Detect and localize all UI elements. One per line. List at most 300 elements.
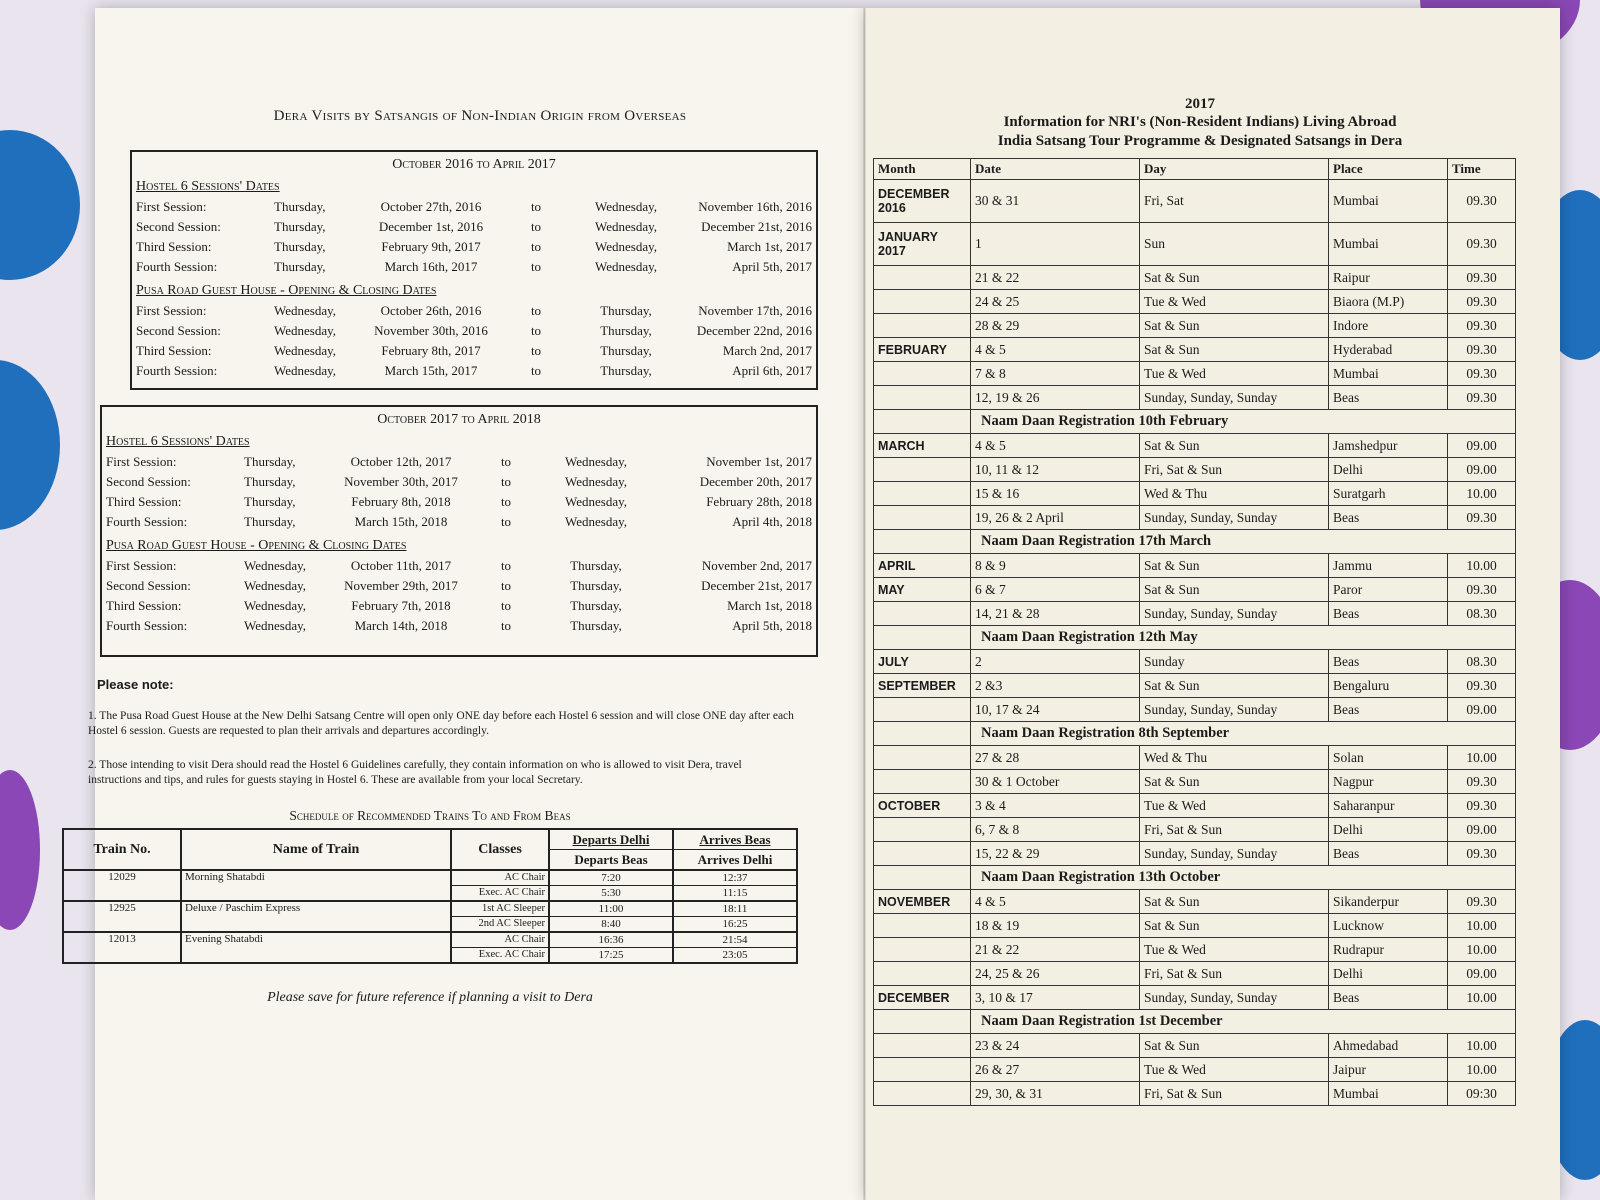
session-label: Fourth Session:	[136, 259, 218, 274]
table-row	[874, 914, 1516, 938]
date-cell: 12, 19 & 26	[971, 386, 1140, 410]
col-train-no: Train No.	[63, 829, 181, 870]
month-cell: DECEMBER	[874, 986, 971, 1010]
table-row	[874, 842, 1516, 866]
place-cell: Jamshedpur	[1329, 434, 1448, 458]
session-row	[102, 616, 816, 636]
time-cell: 09.00	[1448, 698, 1516, 722]
month-cell	[874, 602, 971, 626]
arrives-delhi-label: Arrives Delhi	[697, 852, 773, 867]
month-cell	[874, 362, 971, 386]
end-date: December 21st, 2016	[701, 219, 812, 234]
date-cell: 26 & 27	[971, 1058, 1140, 1082]
section	[102, 434, 816, 532]
train-number: 12029	[63, 870, 181, 901]
table-row	[874, 698, 1516, 722]
day-cell: Sat & Sun	[1140, 554, 1329, 578]
section-title: Pusa Road Guest House - Opening & Closing Dates	[136, 283, 437, 298]
start-weekday: Thursday,	[244, 514, 296, 529]
date-cell: 15 & 16	[971, 482, 1140, 506]
time-cell: 10.00	[1448, 914, 1516, 938]
place-cell: Ahmedabad	[1329, 1034, 1448, 1058]
table-row	[874, 290, 1516, 314]
month-cell	[874, 314, 971, 338]
day-cell: Wed & Thu	[1140, 746, 1329, 770]
day-cell: Sat & Sun	[1140, 314, 1329, 338]
table-row	[874, 1034, 1516, 1058]
place-cell: Mumbai	[1329, 362, 1448, 386]
month-cell	[874, 722, 971, 746]
end-date: April 4th, 2018	[732, 514, 812, 529]
to-word: to	[500, 454, 512, 469]
train-class: Exec. AC Chair	[478, 887, 545, 898]
start-date: October 12th, 2017	[350, 454, 452, 469]
start-weekday: Wednesday,	[244, 618, 307, 633]
train-classs	[451, 932, 549, 963]
session-row	[132, 257, 816, 277]
day-cell: Tue & Wed	[1140, 1058, 1329, 1082]
end-date: November 16th, 2016	[698, 199, 812, 214]
time-cell: 09.00	[1448, 434, 1516, 458]
schedule-rows	[874, 180, 1516, 1106]
col-place: Place	[1329, 159, 1448, 180]
section-title: Hostel 6 Sessions' Dates	[136, 179, 280, 194]
session-row	[132, 361, 816, 381]
time-cell: 10.00	[1448, 482, 1516, 506]
date-cell: 2 &3	[971, 674, 1140, 698]
time-cell: 10.00	[1448, 554, 1516, 578]
day-cell: Sat & Sun	[1140, 890, 1329, 914]
month-cell: FEBRUARY	[874, 338, 971, 362]
session-rows	[132, 197, 816, 277]
start-weekday: Wednesday,	[274, 343, 337, 358]
time-cell: 09.30	[1448, 223, 1516, 266]
start-weekday: Thursday,	[244, 454, 296, 469]
page-fold	[863, 8, 866, 1200]
train-classs	[451, 870, 549, 901]
month-cell	[874, 962, 971, 986]
end-date: December 20th, 2017	[699, 474, 812, 489]
date-cell: 3 & 4	[971, 794, 1140, 818]
to-word: to	[530, 259, 542, 274]
arrival-times	[673, 901, 797, 932]
table-row	[874, 746, 1516, 770]
to-word: to	[500, 494, 512, 509]
col-classes: Classes	[451, 829, 549, 870]
departure-times	[549, 901, 673, 932]
month-cell: JANUARY 2017	[874, 223, 971, 266]
registration-date: Naam Daan Registration 13th October	[971, 866, 1516, 890]
registration-date: Naam Daan Registration 12th May	[971, 626, 1516, 650]
table-row	[874, 1058, 1516, 1082]
month-cell: MARCH	[874, 434, 971, 458]
end-weekday: Thursday,	[570, 558, 622, 573]
month-cell	[874, 506, 971, 530]
place-cell: Beas	[1329, 650, 1448, 674]
train-class: Exec. AC Chair	[478, 949, 545, 960]
place-cell: Hyderabad	[1329, 338, 1448, 362]
table-row	[874, 482, 1516, 506]
day-cell: Sunday, Sunday, Sunday	[1140, 506, 1329, 530]
tour-heading: India Satsang Tour Programme & Designated Satsangs in Dera	[997, 133, 1403, 149]
arrival-time: 16:25	[722, 918, 748, 930]
start-weekday: Wednesday,	[274, 363, 337, 378]
end-weekday: Wednesday,	[564, 494, 627, 509]
arrival-time: 21:54	[674, 933, 796, 948]
col-time: Time	[1448, 159, 1516, 180]
table-row	[874, 986, 1516, 1010]
arrival-time: 18:11	[674, 902, 796, 917]
to-word: to	[500, 578, 512, 593]
table-row	[874, 962, 1516, 986]
start-weekday: Wednesday,	[274, 323, 337, 338]
date-cell: 1	[971, 223, 1140, 266]
table-row	[874, 386, 1516, 410]
day-cell: Fri, Sat & Sun	[1140, 458, 1329, 482]
train-class: AC Chair	[452, 933, 548, 948]
to-word: to	[500, 558, 512, 573]
end-weekday: Wednesday,	[594, 259, 657, 274]
session-row	[132, 237, 816, 257]
start-date: November 30th, 2016	[374, 323, 488, 338]
date-cell: 28 & 29	[971, 314, 1140, 338]
month-cell	[874, 482, 971, 506]
start-date: February 8th, 2017	[381, 343, 481, 358]
registration-date: Naam Daan Registration 8th September	[971, 722, 1516, 746]
date-cell: 6, 7 & 8	[971, 818, 1140, 842]
train-schedule-table	[62, 828, 798, 964]
date-cell: 24, 25 & 26	[971, 962, 1140, 986]
block-period: October 2017 to April 2018	[377, 412, 541, 427]
train-class: 1st AC Sleeper	[452, 902, 548, 917]
place-cell: Beas	[1329, 386, 1448, 410]
month-cell	[874, 842, 971, 866]
table-row	[874, 458, 1516, 482]
month-cell	[874, 386, 971, 410]
month-cell	[874, 866, 971, 890]
end-date: April 6th, 2017	[732, 363, 812, 378]
table-row	[874, 794, 1516, 818]
place-cell: Beas	[1329, 602, 1448, 626]
day-cell: Tue & Wed	[1140, 362, 1329, 386]
table-row	[874, 434, 1516, 458]
departs-delhi-label: Departs Delhi	[550, 830, 672, 850]
session-row	[132, 197, 816, 217]
day-cell: Sunday, Sunday, Sunday	[1140, 386, 1329, 410]
to-word: to	[530, 323, 542, 338]
table-row	[874, 314, 1516, 338]
time-cell: 09.30	[1448, 362, 1516, 386]
registration-row	[874, 530, 1516, 554]
time-cell: 09.30	[1448, 386, 1516, 410]
train-classs	[451, 901, 549, 932]
start-date: March 15th, 2018	[354, 514, 448, 529]
place-cell: Mumbai	[1329, 1082, 1448, 1106]
registration-date: Naam Daan Registration 1st December	[971, 1010, 1516, 1034]
session-label: First Session:	[136, 303, 207, 318]
section-title: Hostel 6 Sessions' Dates	[106, 434, 250, 449]
time-cell: 09.30	[1448, 770, 1516, 794]
date-cell: 21 & 22	[971, 266, 1140, 290]
day-cell: Sat & Sun	[1140, 338, 1329, 362]
place-cell: Beas	[1329, 842, 1448, 866]
session-label: Second Session:	[136, 219, 221, 234]
end-date: March 1st, 2017	[727, 239, 812, 254]
month-cell	[874, 290, 971, 314]
day-cell: Tue & Wed	[1140, 794, 1329, 818]
day-cell: Tue & Wed	[1140, 938, 1329, 962]
date-cell: 18 & 19	[971, 914, 1140, 938]
month-cell	[874, 1082, 971, 1106]
departure-time: 17:25	[598, 949, 624, 961]
arrival-time: 11:15	[722, 887, 748, 899]
session-label: Third Session:	[136, 239, 212, 254]
start-weekday: Thursday,	[244, 494, 296, 509]
end-weekday: Thursday,	[570, 598, 622, 613]
departs-beas-label: Departs Beas	[574, 852, 648, 867]
nri-heading: Information for NRI's (Non-Resident Indians) Living Abroad	[1003, 114, 1397, 130]
session-row	[132, 321, 816, 341]
time-cell: 10.00	[1448, 1034, 1516, 1058]
month-cell	[874, 458, 971, 482]
day-cell: Fri, Sat & Sun	[1140, 818, 1329, 842]
session-label: First Session:	[106, 558, 177, 573]
date-cell: 4 & 5	[971, 338, 1140, 362]
end-weekday: Wednesday,	[594, 239, 657, 254]
month-cell	[874, 1058, 971, 1082]
block-period: October 2016 to April 2017	[392, 157, 556, 172]
month-cell	[874, 938, 971, 962]
left-title: Dera Visits by Satsangis of Non-Indian Origin from Overseas	[273, 108, 687, 124]
month-cell: MAY	[874, 578, 971, 602]
place-cell: Biaora (M.P)	[1329, 290, 1448, 314]
place-cell: Sikanderpur	[1329, 890, 1448, 914]
start-date: October 26th, 2016	[380, 303, 482, 318]
end-date: April 5th, 2018	[732, 618, 812, 633]
to-word: to	[530, 239, 542, 254]
place-cell: Lucknow	[1329, 914, 1448, 938]
month-cell	[874, 626, 971, 650]
place-cell: Delhi	[1329, 458, 1448, 482]
date-cell: 29, 30, & 31	[971, 1082, 1140, 1106]
table-row	[874, 338, 1516, 362]
day-cell: Fri, Sat & Sun	[1140, 1082, 1329, 1106]
start-date: October 11th, 2017	[350, 558, 452, 573]
end-weekday: Wednesday,	[564, 514, 627, 529]
start-weekday: Wednesday,	[244, 558, 307, 573]
train-name: Morning Shatabdi	[181, 870, 451, 901]
place-cell: Saharanpur	[1329, 794, 1448, 818]
time-cell: 09.30	[1448, 338, 1516, 362]
place-cell: Beas	[1329, 986, 1448, 1010]
time-cell: 09.30	[1448, 890, 1516, 914]
day-cell: Sat & Sun	[1140, 434, 1329, 458]
place-cell: Rudrapur	[1329, 938, 1448, 962]
departure-time: 8:40	[601, 918, 621, 930]
month-cell	[874, 410, 971, 434]
section-title: Pusa Road Guest House - Opening & Closing Dates	[106, 538, 407, 553]
date-cell: 2	[971, 650, 1140, 674]
date-cell: 4 & 5	[971, 434, 1140, 458]
time-cell: 10.00	[1448, 1058, 1516, 1082]
time-cell: 09.00	[1448, 818, 1516, 842]
to-word: to	[500, 618, 512, 633]
start-date: November 30th, 2017	[344, 474, 458, 489]
month-cell: JULY	[874, 650, 971, 674]
end-date: March 1st, 2018	[727, 598, 812, 613]
note-1: 1. The Pusa Road Guest House at the New Delhi Satsang Centre will open only ONE day before each Hostel 6 session and will close ONE day after each Hostel 6 session. Guests are requested to plan their arrivals and departures accordingly.	[88, 710, 794, 737]
year-heading: 2017	[1185, 96, 1215, 112]
start-date: November 29th, 2017	[344, 578, 458, 593]
day-cell: Sunday, Sunday, Sunday	[1140, 698, 1329, 722]
time-cell: 09.30	[1448, 314, 1516, 338]
end-weekday: Wednesday,	[594, 199, 657, 214]
session-row	[102, 472, 816, 492]
time-cell: 09.30	[1448, 578, 1516, 602]
end-weekday: Wednesday,	[594, 219, 657, 234]
registration-row	[874, 866, 1516, 890]
month-cell	[874, 266, 971, 290]
day-cell: Wed & Thu	[1140, 482, 1329, 506]
session-label: Second Session:	[136, 323, 221, 338]
col-day: Day	[1140, 159, 1329, 180]
start-date: December 1st, 2016	[378, 219, 484, 234]
day-cell: Sat & Sun	[1140, 674, 1329, 698]
table-row	[874, 818, 1516, 842]
time-cell: 09:30	[1448, 1082, 1516, 1106]
place-cell: Mumbai	[1329, 180, 1448, 223]
arrives-beas-label: Arrives Beas	[674, 830, 796, 850]
train-number: 12013	[63, 932, 181, 963]
table-row	[874, 890, 1516, 914]
date-cell: 23 & 24	[971, 1034, 1140, 1058]
date-cell: 4 & 5	[971, 890, 1140, 914]
start-weekday: Thursday,	[244, 474, 296, 489]
month-cell	[874, 530, 971, 554]
date-cell: 24 & 25	[971, 290, 1140, 314]
to-word: to	[530, 303, 542, 318]
day-cell: Sunday, Sunday, Sunday	[1140, 986, 1329, 1010]
start-weekday: Thursday,	[274, 239, 326, 254]
col-arrives	[673, 829, 797, 870]
start-weekday: Thursday,	[274, 219, 326, 234]
table-row	[874, 180, 1516, 223]
col-date: Date	[971, 159, 1140, 180]
month-cell	[874, 818, 971, 842]
table-row	[874, 650, 1516, 674]
registration-row	[874, 1010, 1516, 1034]
time-cell: 08.30	[1448, 602, 1516, 626]
session-row	[102, 556, 816, 576]
month-cell	[874, 914, 971, 938]
table-row	[874, 674, 1516, 698]
place-cell: Raipur	[1329, 266, 1448, 290]
day-cell: Fri, Sat & Sun	[1140, 962, 1329, 986]
train-name: Evening Shatabdi	[181, 932, 451, 963]
time-cell: 10.00	[1448, 746, 1516, 770]
start-date: February 8th, 2018	[351, 494, 451, 509]
start-date: March 14th, 2018	[354, 618, 448, 633]
month-cell	[874, 1010, 971, 1034]
place-cell: Suratgarh	[1329, 482, 1448, 506]
to-word: to	[500, 598, 512, 613]
save-note: Please save for future reference if planning a visit to Dera	[267, 990, 593, 1005]
table-row	[874, 506, 1516, 530]
session-row	[102, 512, 816, 532]
start-date: March 16th, 2017	[384, 259, 478, 274]
place-cell: Indore	[1329, 314, 1448, 338]
train-class: AC Chair	[452, 871, 548, 886]
end-weekday: Thursday,	[600, 363, 652, 378]
session-rows	[132, 301, 816, 381]
train-schedule-caption: Schedule of Recommended Trains To and From Beas	[289, 808, 571, 823]
month-cell: APRIL	[874, 554, 971, 578]
table-header-row	[874, 159, 1516, 180]
date-cell: 10, 11 & 12	[971, 458, 1140, 482]
end-date: November 17th, 2016	[698, 303, 812, 318]
place-cell: Delhi	[1329, 818, 1448, 842]
end-weekday: Thursday,	[570, 618, 622, 633]
session-rows	[102, 556, 816, 636]
section	[102, 538, 816, 636]
time-cell: 09.30	[1448, 266, 1516, 290]
date-cell: 19, 26 & 2 April	[971, 506, 1140, 530]
session-row	[102, 576, 816, 596]
train-row	[63, 870, 797, 901]
day-cell: Sun	[1140, 223, 1329, 266]
session-label: Third Session:	[136, 343, 212, 358]
session-label: Fourth Session:	[106, 618, 188, 633]
day-cell: Sat & Sun	[1140, 770, 1329, 794]
to-word: to	[530, 343, 542, 358]
place-cell: Beas	[1329, 506, 1448, 530]
session-block-2016	[130, 150, 818, 390]
col-departs	[549, 829, 673, 870]
day-cell: Sunday, Sunday, Sunday	[1140, 842, 1329, 866]
day-cell: Sat & Sun	[1140, 1034, 1329, 1058]
month-cell: NOVEMBER	[874, 890, 971, 914]
session-label: Second Session:	[106, 474, 191, 489]
end-weekday: Wednesday,	[564, 454, 627, 469]
end-weekday: Thursday,	[570, 578, 622, 593]
place-cell: Nagpur	[1329, 770, 1448, 794]
day-cell: Sat & Sun	[1140, 578, 1329, 602]
table-row	[874, 938, 1516, 962]
arrival-times	[673, 870, 797, 901]
table-row	[874, 554, 1516, 578]
end-weekday: Thursday,	[600, 343, 652, 358]
registration-date: Naam Daan Registration 10th February	[971, 410, 1516, 434]
to-word: to	[530, 219, 542, 234]
end-date: November 2nd, 2017	[701, 558, 812, 573]
arrival-time: 23:05	[722, 949, 748, 961]
date-cell: 27 & 28	[971, 746, 1140, 770]
month-cell	[874, 698, 971, 722]
day-cell: Sat & Sun	[1140, 914, 1329, 938]
time-cell: 09.00	[1448, 458, 1516, 482]
session-row	[132, 341, 816, 361]
time-cell: 09.30	[1448, 180, 1516, 223]
session-label: First Session:	[106, 454, 177, 469]
day-cell: Fri, Sat	[1140, 180, 1329, 223]
start-weekday: Thursday,	[274, 259, 326, 274]
start-weekday: Thursday,	[274, 199, 326, 214]
session-row	[102, 596, 816, 616]
end-weekday: Thursday,	[600, 303, 652, 318]
table-row	[874, 362, 1516, 386]
arrival-time: 12:37	[674, 871, 796, 886]
train-name: Deluxe / Paschim Express	[181, 901, 451, 932]
